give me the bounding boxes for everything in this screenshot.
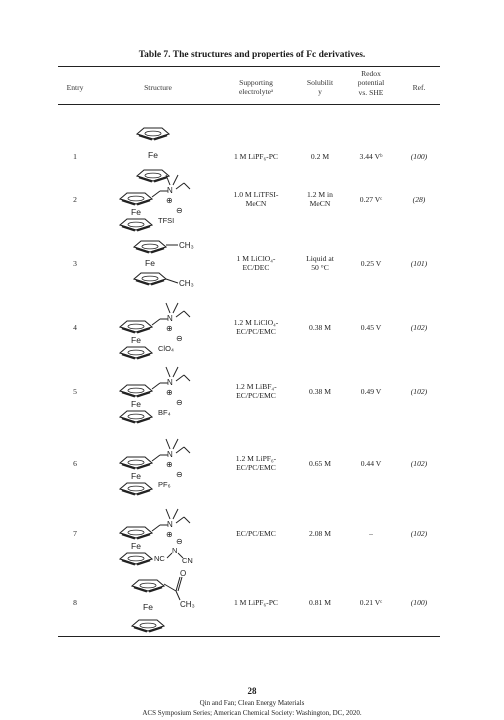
solubility-line1: 0.81 M <box>309 598 331 607</box>
header-structure: Structure <box>144 83 172 92</box>
table-top-rule <box>58 66 440 67</box>
cyclopentadienyl-ring-top <box>120 457 152 469</box>
footer-citation-line1: Qin and Fan; Clean Energy Materials <box>199 699 305 707</box>
solubility <box>298 190 342 209</box>
cyclopentadienyl-ring-bottom <box>120 553 152 565</box>
entry-number: 8 <box>73 598 77 607</box>
entry-number: 6 <box>73 459 77 468</box>
counter-anion-label: TFSI <box>158 216 175 225</box>
supporting-electrolyte-line1: EC/PC/EMC <box>236 529 276 538</box>
supporting-electrolyte <box>218 190 294 209</box>
nitrogen-label: N <box>167 520 173 529</box>
iron-label: Fe <box>131 541 141 551</box>
supporting-electrolyte-line2: MeCN <box>245 199 267 209</box>
iron-label: Fe <box>131 399 141 409</box>
solubility <box>298 459 342 468</box>
entry-number: 2 <box>73 195 77 204</box>
page-number: 28 <box>247 686 257 696</box>
negative-charge-icon: ⊖ <box>176 470 183 479</box>
supporting-electrolyte <box>218 318 294 337</box>
negative-charge-icon: ⊖ <box>176 537 183 546</box>
structure-drawing <box>108 361 208 423</box>
redox-potential: – <box>369 529 373 538</box>
cyclopentadienyl-ring-top <box>132 580 164 592</box>
cyclopentadienyl-ring-top <box>134 241 166 253</box>
reference: (102) <box>410 459 428 468</box>
entry-number: 5 <box>73 387 77 396</box>
iron-label: Fe <box>143 602 153 612</box>
supporting-electrolyte <box>218 382 294 401</box>
redox-potential: 0.27 Vᶜ <box>359 195 383 204</box>
structure-drawing <box>108 433 208 495</box>
header-redox <box>346 69 396 97</box>
supporting-electrolyte-line1: 1.2 M LiClO₄- <box>233 318 279 327</box>
reference: (101) <box>410 259 428 268</box>
header-solubility-line1: Solubilit <box>306 78 334 87</box>
reference: (102) <box>410 529 428 538</box>
table-caption: Table 7. The structures and properties of Fc derivatives. <box>138 50 366 60</box>
solubility-line1: 0.2 M <box>310 152 330 161</box>
cyclopentadienyl-ring-bottom <box>134 273 166 285</box>
methyl-label: CH₃ <box>180 600 195 609</box>
negative-charge-icon: ⊖ <box>176 334 183 343</box>
nitrogen-label: N <box>167 450 173 459</box>
header-redox-line3: vs. SHE <box>358 87 384 97</box>
supporting-electrolyte-line1: 1.0 M LiTFSI- <box>233 190 279 199</box>
anion-nitrogen-label: N <box>172 546 178 555</box>
solubility-line1: 0.65 M <box>309 459 331 468</box>
redox-potential: 3.44 Vᵇ <box>359 152 383 161</box>
entry-number: 1 <box>73 152 77 161</box>
supporting-electrolyte-line1: 1 M LiPF₆-PC <box>233 598 278 607</box>
counter-anion-label: PF₆ <box>158 480 171 489</box>
nitrogen-label: N <box>167 314 173 323</box>
redox-potential: 0.49 V <box>360 387 382 396</box>
entry-number: 3 <box>73 259 77 268</box>
header-electrolyte-line2: electrolyteᵃ <box>238 87 274 97</box>
footer-citation-line2: ACS Symposium Series; American Chemical Society: Washington, DC, 2020. <box>142 709 362 717</box>
table-header-rule <box>58 104 440 105</box>
cyclopentadienyl-ring-bottom <box>120 219 152 231</box>
cyclopentadienyl-ring-top <box>120 321 152 333</box>
structure-drawing <box>108 233 208 295</box>
header-entry: Entry <box>66 83 84 92</box>
solubility <box>298 152 342 161</box>
redox-potential: 0.44 V <box>360 459 382 468</box>
solubility <box>298 529 342 538</box>
oxygen-label: O <box>180 569 187 578</box>
counter-anion-label: BF₄ <box>158 408 171 417</box>
iron-label: Fe <box>145 258 155 268</box>
supporting-electrolyte-line2: EC/PC/EMC <box>236 391 276 401</box>
solubility-line1: 0.38 M <box>309 323 331 332</box>
solubility-line1: 2.08 M <box>309 529 331 538</box>
nitrogen-label: N <box>167 186 173 195</box>
supporting-electrolyte <box>218 152 294 161</box>
reference: (102) <box>410 323 428 332</box>
solubility-line2: MeCN <box>309 199 331 209</box>
structure-drawing <box>108 503 208 565</box>
positive-charge-icon: ⊕ <box>166 530 173 539</box>
solubility-line2: 50 °C <box>311 263 329 273</box>
methyl-label-top: CH₃ <box>179 241 194 250</box>
cyclopentadienyl-ring-top <box>120 527 152 539</box>
solubility-line1: 1.2 M in <box>307 190 333 199</box>
reference: (100) <box>410 598 428 607</box>
solubility <box>298 387 342 396</box>
positive-charge-icon: ⊕ <box>166 388 173 397</box>
reference: (28) <box>412 195 426 204</box>
cyclopentadienyl-ring-bottom <box>120 411 152 423</box>
entry-number: 4 <box>73 323 77 332</box>
reference: (100) <box>410 152 428 161</box>
redox-potential: 0.45 V <box>360 323 382 332</box>
solubility <box>298 323 342 332</box>
counter-anion-label: ClO₄ <box>158 344 174 353</box>
iron-label: Fe <box>148 150 158 160</box>
supporting-electrolyte <box>218 529 294 538</box>
supporting-electrolyte-line2: EC/PC/EMC <box>236 463 276 473</box>
solubility-line1: Liquid at <box>306 254 334 263</box>
solubility <box>298 254 342 273</box>
supporting-electrolyte <box>218 254 294 273</box>
header-solubility <box>300 78 340 97</box>
header-redox-line1: Redox <box>361 69 381 78</box>
supporting-electrolyte <box>218 454 294 473</box>
redox-potential: 0.25 V <box>360 259 382 268</box>
header-ref: Ref. <box>412 83 426 92</box>
positive-charge-icon: ⊕ <box>166 460 173 469</box>
cyclopentadienyl-ring-bottom <box>120 347 152 359</box>
cyclopentadienyl-ring-top <box>120 385 152 397</box>
iron-label: Fe <box>131 207 141 217</box>
structure-drawing <box>108 569 208 634</box>
supporting-electrolyte-line1: 1 M LiClO₄- <box>236 254 276 263</box>
supporting-electrolyte-line2: EC/PC/EMC <box>236 327 276 337</box>
supporting-electrolyte-line1: 1 M LiPF₆-PC <box>233 152 278 161</box>
solubility-line1: 0.38 M <box>309 387 331 396</box>
header-solubility-line2: y <box>318 87 322 97</box>
table-bottom-rule <box>58 636 440 637</box>
cyclopentadienyl-ring-bottom <box>120 483 152 495</box>
positive-charge-icon: ⊕ <box>166 324 173 333</box>
negative-charge-icon: ⊖ <box>176 206 183 215</box>
nitrogen-label: N <box>167 378 173 387</box>
redox-potential: 0.21 Vᶜ <box>359 598 383 607</box>
header-redox-line2: potential <box>357 78 385 88</box>
supporting-electrolyte-line2: EC/DEC <box>242 263 270 273</box>
anion-cn-label: CN <box>182 556 193 565</box>
negative-charge-icon: ⊖ <box>176 398 183 407</box>
header-electrolyte-line1: Supporting <box>239 78 273 87</box>
reference: (102) <box>410 387 428 396</box>
entry-number: 7 <box>73 529 77 538</box>
methyl-label-bottom: CH₃ <box>179 279 194 288</box>
cyclopentadienyl-ring-top <box>137 128 169 140</box>
iron-label: Fe <box>131 335 141 345</box>
structure-drawing <box>108 297 208 359</box>
positive-charge-icon: ⊕ <box>166 196 173 205</box>
cyclopentadienyl-ring-top <box>120 193 152 205</box>
structure-drawing <box>108 169 208 231</box>
iron-label: Fe <box>131 471 141 481</box>
header-electrolyte <box>218 78 294 97</box>
supporting-electrolyte-line1: 1.2 M LiBF₄- <box>235 382 277 391</box>
solubility <box>298 598 342 607</box>
supporting-electrolyte-line1: 1.2 M LiPF₆- <box>235 454 277 463</box>
supporting-electrolyte <box>218 598 294 607</box>
cyclopentadienyl-ring-bottom <box>132 620 164 632</box>
anion-nc-label: NC <box>154 554 165 563</box>
